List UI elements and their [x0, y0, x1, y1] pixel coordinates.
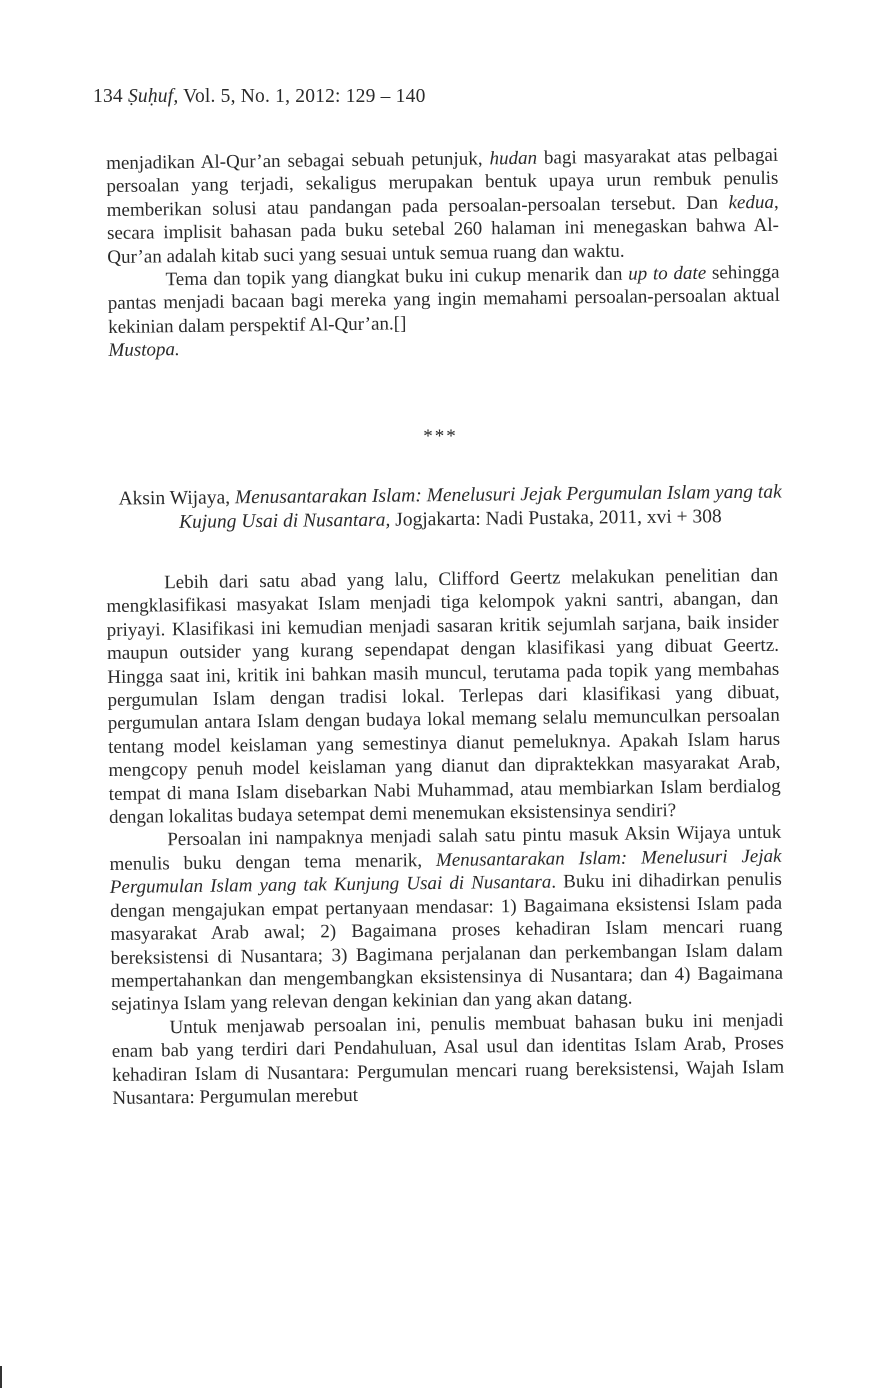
- review-one-paragraph-2: [107, 261, 780, 339]
- running-header: [93, 86, 426, 108]
- italic-term-hudan: hudan: [489, 147, 538, 170]
- section-separator: ***: [423, 426, 458, 447]
- text-segment: , secara implisit bahasan pada buku setebal 260 halaman ini menegaskan bahwa Al-Qur’an adalah kitab suci yang sesuai untuk semua ruang dan waktu.: [106, 191, 780, 268]
- review-two-paragraph-1: Lebih dari satu abad yang lalu, Clifford Geertz melakukan penelitian dan mengklasifikasi masyakat Islam menjadi tiga kelompok yakni santri, abangan, dan priyayi. Klasifikasi ini kemudian menjadi sasaran kritik sejumlah sarjana, baik insider maupun outsider yang kurang sependapat dengan klasifikasi yang dibuat Geertz. Hingga saat ini, kritik ini bahkan masih muncul, terutama pada topik yang membahas pergumulan Islam dengan tradisi lokal. Terlepas dari klasifikasi yang dibuat, pergumulan antara Islam dengan budaya lokal memang selalu memunculkan persoalan tentang model keislaman yang semestinya dianut pemeluknya. Apakah Islam harus mengcopy penuh model keislaman yang dianut dan dipraktekkan masyarakat Arab, tempat di mana Islam disebarkan Nabi Muhammad, atau membiarkan Islam berdialog dengan lokalitas budaya setempat demi menemukan eksistensinya sendiri?: [106, 564, 781, 829]
- text-segment: menjadikan Al-Qur’an sebagai sebuah petunjuk,: [106, 148, 490, 174]
- italic-term-up-to-date: up to date: [628, 262, 707, 285]
- review-one-text: [106, 144, 781, 363]
- book-citation: [100, 480, 800, 535]
- reviewer-signature: Mustopa.: [108, 339, 180, 362]
- review-two-paragraph-3: Untuk menjawab persoalan ini, penulis membuat bahasan buku ini menjadi enam bab yang terdiri dari Pendahuluan, Asal usul dan identitas Islam Arab, Proses kehadiran Islam di Nusantara: Pergumulan mencari ruang bereksistensi, Wajah Islam Nusantara: Pergumulan merebut: [111, 1009, 785, 1109]
- page-number: 134: [93, 86, 123, 107]
- text-segment: . Buku ini dihadirkan penulis dengan mengajukan empat pertanyaan mendasar: 1) Bagaimana eksistensi Islam pada masyarakat Arab awal; 2) Bagaimana proses kehadiran Islam mencari ruang bereksistensi di Nusantara; 3) Bagimana perjalanan dan perkembangan Islam dalam mempertahankan dan mengembangkan eksistensinya di Nusantara; dan 4) Bagaimana sejatinya Islam yang relevan dengan kekinian dan yang akan datang.: [110, 869, 784, 1016]
- citation-author: Aksin Wijaya,: [118, 487, 236, 510]
- journal-name: Ṣuḥuf,: [127, 86, 179, 107]
- citation-title: Menusantarakan Islam: Menelusuri Jejak Pergumulan Islam yang tak Kujung Usai di Nusantara,: [178, 481, 782, 533]
- volume-info: Vol. 5, No. 1, 2012: 129 – 140: [183, 86, 426, 107]
- review-two-paragraph-2: [109, 821, 783, 1016]
- citation-publisher: Jogjakarta: Nadi Pustaka, 2011, xvi + 308: [390, 506, 722, 531]
- review-two-text: [106, 564, 785, 1111]
- text-segment: Persoalan ini nampaknya menjadi salah satu pintu masuk Aksin Wijaya untuk menulis buku dengan tema menarik,: [109, 822, 782, 875]
- review-one-paragraph-1: [106, 144, 779, 269]
- italic-book-title: Menusantarakan Islam: Menelusuri Jejak Pergumulan Islam yang tak Kunjung Usai di Nusantara: [109, 845, 782, 899]
- text-segment: bagi masyarakat atas pelbagai persoalan yang terjadi, sekaligus merupakan bentuk upaya urun rembuk penulis memberikan solusi atau pandangan pada persoalan-persoalan tersebut. Dan: [106, 144, 779, 221]
- italic-term-kedua: kedua: [728, 191, 775, 214]
- text-segment: sehingga pantas menjadi bacaan bagi mereka yang ingin memahami persoalan-persoalan aktual kekinian dalam perspektif Al-Qur’an.[]: [107, 261, 780, 338]
- scan-edge-mark: [0, 1366, 2, 1388]
- text-segment: Tema dan topik yang diangkat buku ini cukup menarik dan: [165, 263, 629, 291]
